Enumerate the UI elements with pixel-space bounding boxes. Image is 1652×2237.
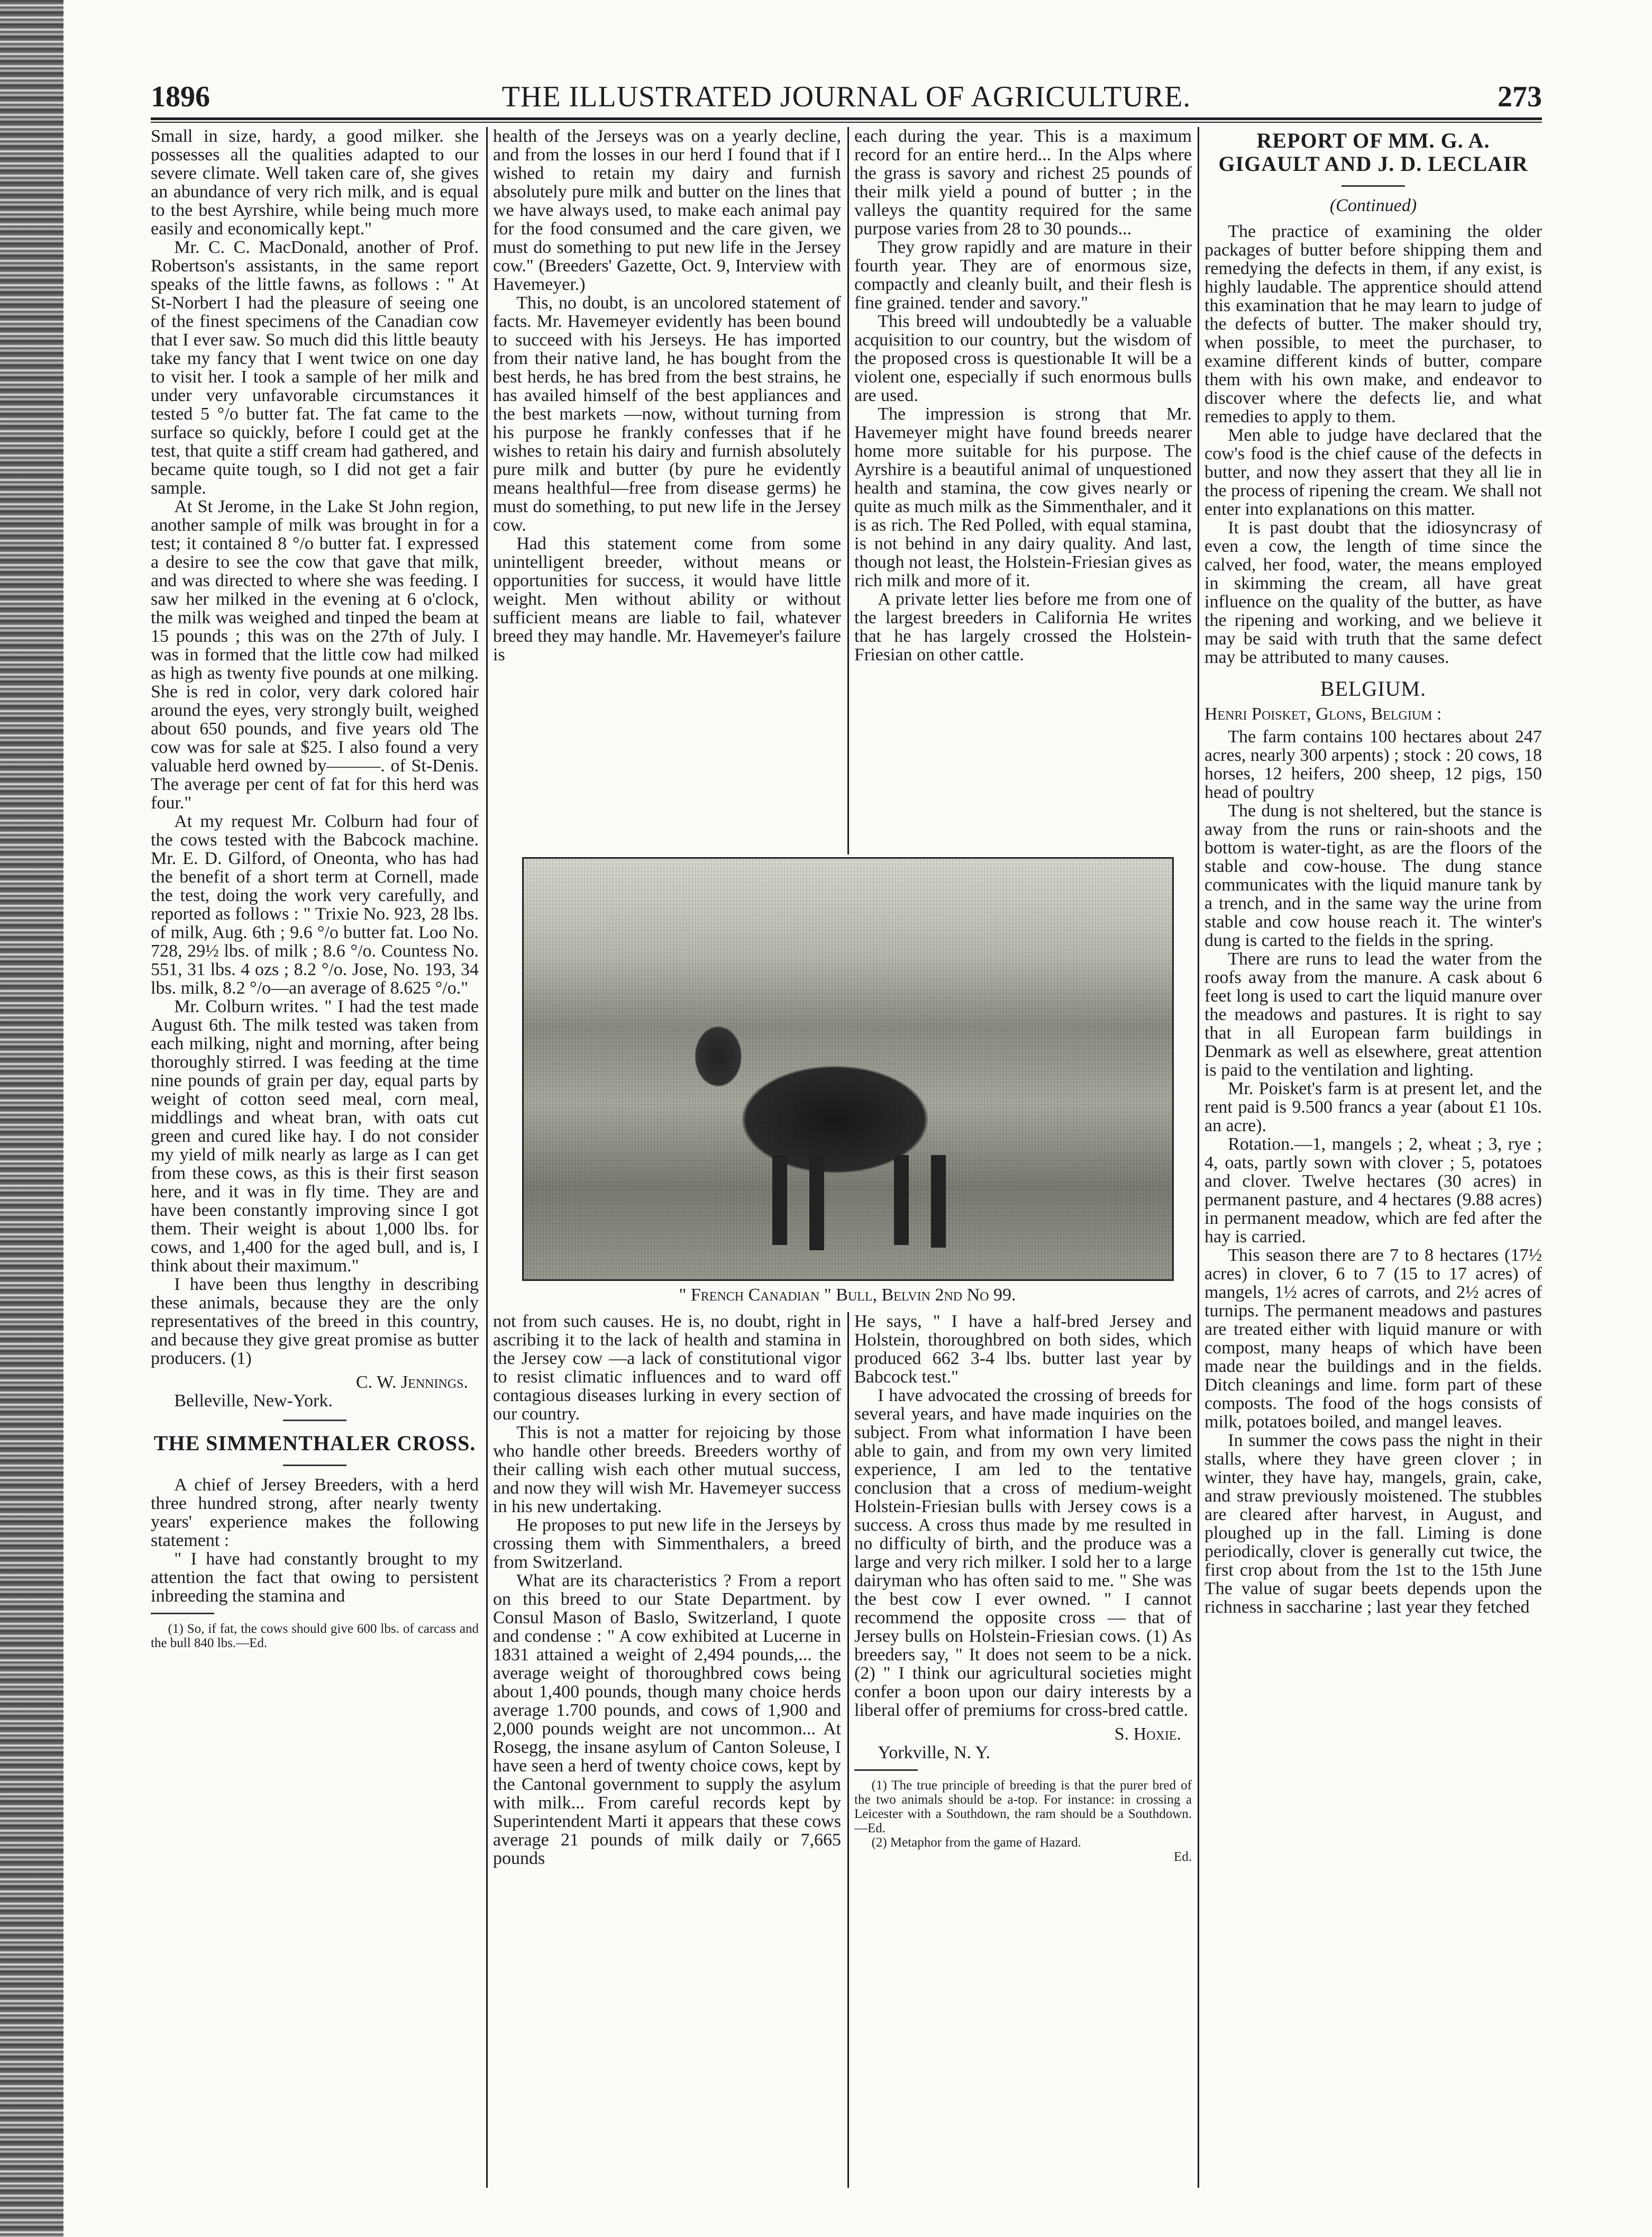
column-3-bottom (854, 1312, 1192, 2190)
column-rule (847, 1312, 849, 2188)
footnote-rule (151, 1613, 214, 1614)
paragraph: health of the Jerseys was on a yearly decline, and from the losses in our herd I found that if I wished to retain my dairy and furnish absolutely pure milk and butter on the lines that we have always used, to make each animal pay for the food consumed and the care given, we must do something to put new life in the Jersey cow." (Breeders' Gazette, Oct. 9, Interview with Havemeyer.) (493, 127, 841, 294)
paragraph: What are its characteristics ? From a report on this breed to our State Department. by Consul Mason of Baslo, Switzerland, I quote and condense : " A cow exhibited at Lucerne in 1831 attained a weight of 2,494 pounds,... the average weight of thoroughbred cows being about 1,400 pounds, though many choice herds average 1.700 pounds, and cows of 1,900 and 2,000 pounds weight are not uncommon... At Rosegg, the insane asylum of Canton Soleuse, I have seen a herd of twenty choice cows, kept by the Cantonal government to supply the asylum with milk... From careful records kept by Superintendent Marti it appears that these cows average 21 pounds of milk daily or 7,665 pounds (493, 1571, 841, 1868)
bull-engraving (522, 857, 1174, 1281)
caption-text: Bull, Belvin 2nd No 99. (836, 1285, 1016, 1305)
bull-leg (772, 1155, 787, 1245)
paragraph: He says, " I have a half-bred Jersey and Holstein, thoroughbred on both sides, which produced 662 3-4 lbs. butter last year by Babcock test." (854, 1312, 1192, 1387)
column-rule (1198, 127, 1199, 2188)
paragraph: " I have had constantly brought to my attention the fact that owing to persistent inbreeding the stamina and (151, 1549, 479, 1606)
paragraph: Men able to judge have declared that the cow's food is the chief cause of the defects in butter, and now they assert that they all lie in the process of ripening the cream. We shall not enter into explanations on this matter. (1204, 425, 1542, 519)
continued-label: (Continued) (1329, 196, 1417, 215)
paragraph: Mr. C. C. MacDonald, another of Prof. Robertson's assistants, in the same report speaks of the little fawns, as follows : " At St-Norbert I had the pleasure of seeing one of the finest specimens of the Canadian cow that I ever saw. So much did this little beauty take my fancy that I went twice on one day to visit her. I took a sample of her milk and under very unfavorable circumstances it tested 5 °/o butter fat. The fat came to the surface so quickly, before I could get at the test, that quite a stiff cream had gathered, and became quite tough, so I did not get a fair sample. (151, 238, 479, 498)
caption-title: " French Canadian " (679, 1285, 832, 1305)
farm-owner: Henri Poisket, Glons, Belgium : (1204, 704, 1442, 724)
paragraph: In summer the cows pass the night in their stalls, where they have green clover ; in winter, they have hay, mangels, grain, cake, and straw previously moistened. The stubbles are cleared after harvest, in August, and ploughed up in the fall. Liming is done periodically, clover is generally cut twice, the first crop about from the 1st to the 15th June The value of sugar beets depends upon the richness in saccharine ; last year they fetched (1204, 1431, 1542, 1617)
paragraph: The impression is strong that Mr. Havemeyer might have found breeds nearer home more suitable for his purpose. The Ayrshire is a beautiful animal of unquestioned health and stamina, the cow gives nearly or quite as much milk as the Simmenthaler, and it is as rich. The Red Polled, with equal stamina, is not behind in any dairy quality. And last, though not least, the Holstein-Friesian gives as rich milk and more of it. (854, 404, 1192, 590)
paragraph: This is not a matter for rejoicing by those who handle other breeds. Breeders worthy of their calling wish each other mutual success, and now they will wish Mr. Havemeyer success in his new undertaking. (493, 1423, 841, 1516)
section-divider (1341, 185, 1405, 187)
footnote: (2) Metaphor from the game of Hazard. (871, 1835, 1081, 1850)
paragraph: I have been thus lengthy in describing these animals, because they are the only representatives of the breed in this country, and because they give great promise as butter producers. (1) (151, 1275, 479, 1368)
journal-title: THE ILLUSTRATED JOURNAL OF AGRICULTURE. (501, 80, 1191, 113)
column-3-top (854, 127, 1192, 852)
footnote-editor: Ed. (1173, 1850, 1192, 1864)
binding-edge (0, 0, 63, 2237)
section-heading: THE SIMMENTHALER CROSS. (153, 1431, 476, 1455)
paragraph: Mr. Colburn writes. " I had the test made August 6th. The milk tested was taken from each milking, night and morning, after being thoroughly stirred. I was feeding at the time nine pounds of grain per day, equal parts by weight of cotton seed meal, corn meal, middlings and wheat bran, with oats cut green and cured like hay. I do not consider my yield of milk nearly as large as I can get from these cows, as this is their first season here, and it was in fly time. They are and have been constantly improving since I got them. Their weight is about 1,000 lbs. for cows, and 1,400 for the aged bull, and is, I think about their maximum." (151, 997, 479, 1276)
column-rule (486, 127, 488, 2188)
paragraph: I have advocated the crossing of breeds for several years, and have made inquiries on the subject. From what information I have been able to gain, and from my own very limited experience, I am led to the tentative conclusion that a cross of medium-weight Holstein-Friesian bulls with Jersey cows is a success. A cross thus made by me resulted in no difficulty of birth, and the produce was a large and very rich milker. I sold her to a large dairyman who has often said to me. " She was the best cow I ever owned. " I cannot recommend the opposite cross — that of Jersey bulls on Holstein-Friesian cows. (1) As breeders say, " It does not seem to be a nick. (2) " I think our agricultural societies might confer a boon upon our dairy interests by a liberal offer of premiums for cross-bred cattle. (854, 1386, 1192, 1720)
paragraph: At my request Mr. Colburn had four of the cows tested with the Babcock machine. Mr. E. D. Gilford, of Oneonta, who has had the benefit of a short term at Cornell, made the test, doing the work very carefully, and reported as follows : " Trixie No. 923, 28 lbs. of milk, Aug. 6th ; 9.6 °/o butter fat. Loo No. 728, 29½ lbs. of milk ; 8.6 °/o. Countess No. 551, 31 lbs. 4 ozs ; 8.2 °/o. Jose, No. 193, 34 lbs. milk, 8.2 °/o—an average of 8.625 °/o." (151, 812, 479, 998)
column-2-bottom (493, 1312, 841, 2190)
paragraph: The dung is not sheltered, but the stance is away from the runs or rain-shoots and the bottom is water-tight, as are the floors of the stable and cow-house. The dung stance communicates with the liquid manure tank by a trench, and in the same way the urine from stable and cow house reach it. The winter's dung is carted to the fields in the spring. (1204, 801, 1542, 950)
figure-caption (522, 1285, 1173, 1306)
paragraph: He proposes to put new life in the Jerseys by crossing them with Simmenthalers, a breed from Switzerland. (493, 1515, 841, 1572)
page-header (151, 78, 1542, 115)
column-4 (1204, 127, 1542, 2190)
bull-leg (931, 1155, 946, 1248)
column-2-top (493, 127, 841, 852)
column-rule (847, 127, 849, 854)
author-signature: S. Hoxie. (1114, 1724, 1181, 1744)
paragraph: This breed will undoubtedly be a valuable acquisition to our country, but the wisdom of the proposed cross is questionable It will be a violent one, especially if such enormous bulls are used. (854, 312, 1192, 405)
paragraph: A private letter lies before me from one of the largest breeders in California He writes that he has largely crossed the Holstein-Friesian on other cattle. (854, 589, 1192, 665)
paragraph: Had this statement come from some unintelligent breeder, without means or opportunities for success, it would have little weight. Men without ability or without sufficient means are liable to fail, whatever breed they may handle. Mr. Havemeyer's failure is (493, 534, 841, 665)
bull-leg (809, 1155, 824, 1250)
column-1 (151, 127, 479, 2190)
paragraph: A chief of Jersey Breeders, with a herd three hundred strong, after nearly twenty years' experience makes the following statement : (151, 1475, 479, 1550)
paragraph: each during the year. This is a maximum record for an entire herd... In the Alps where the grass is savory and richest 25 pounds of their milk yield a pound of butter ; in the valleys the quantity required for the same purpose varies from 28 to 30 pounds... (854, 127, 1192, 239)
paragraph: The practice of examining the older packages of butter before shipping them and remedying the defects in them, if any exist, is highly laudable. The apprentice should attend this examination that he may learn to judge of the defects of butter. The maker should try, when possible, to meet the purchaser, to examine different kinds of butter, compare them with his own make, and endeavor to discover where the defects lie, and what remedies to apply to them. (1204, 222, 1542, 426)
paragraph: The farm contains 100 hectares about 247 acres, nearly 300 arpents) ; stock : 20 cows, 18 horses, 12 heifers, 200 sheep, 12 pigs, 150 head of poultry (1204, 727, 1542, 802)
report-heading: REPORT OF MM. G. A. GIGAULT AND J. D. LECLAIR (1218, 129, 1528, 176)
paragraph: This season there are 7 to 8 hectares (17½ acres) in clover, 6 to 7 (15 to 17 acres) of mangels, 1½ acres of carrots, and 2½ acres of turnips. The permanent meadows and pastures are treated either with liquid manure or with compost, many heaps of which have been made near the buildings and in the fields. Ditch cleanings and lime. form part of these composts. The food of the hogs consists of milk, potatoes boiled, and mangel leaves. (1204, 1245, 1542, 1432)
footnote: (1) The true principle of breeding is that the purer bred of the two animals should be a-top. For instance: in crossing a Leicester with a Southdown, the ram should be a Southdown.—Ed. (854, 1778, 1192, 1835)
paragraph: It is past doubt that the idiosyncrasy of even a cow, the length of time since the calved, her food, water, the means employed in skimming the cream, all have great influence on the quality of the butter, as have the ripening and working, and we believe it may be said with truth that the same defect may be attributed to many causes. (1204, 518, 1542, 667)
paragraph: At St Jerome, in the Lake St John region, another sample of milk was brought in for a test; it contained 8 °/o butter fat. I expressed a desire to see the cow that gave that milk, and was directed to where she was feeding. I saw her milked in the evening at 6 o'clock, the milk was weighed and tinped the beam at 15 pounds ; this was on the 27th of July. I was in formed that the little cow had milked as high as twenty five pounds at one milking. She is red in color, very dark colored hair around the eyes, very strongly built, weighed about 650 pounds, and five years old The cow was for sale at $25. I also found a very valuable herd owned by———. of St-Denis. The average per cent of fat for this herd was four." (151, 497, 479, 813)
page-number: 273 (1498, 80, 1542, 113)
paragraph: This, no doubt, is an uncolored statement of facts. Mr. Havemeyer evidently has been bound to succeed with his Jerseys. He has imported from their native land, he has bought from the best herds, he has bred from the best strains, he has availed himself of the best appliances and the best markets —now, without turning from his purpose he frankly confesses that if he wishes to retain his dairy and furnish absolutely pure milk and butter (by pure he evidently means healthful—free from disease germs) he must do something, to put new life in the Jersey cow. (493, 293, 841, 535)
section-divider (283, 1420, 346, 1421)
author-place: Yorkville, N. Y. (878, 1743, 991, 1762)
paragraph: Small in size, hardy, a good milker. she possesses all the qualities adapted to our severe climate. Well taken care of, she gives an abundance of very rich milk, and is equal to the best Ayrshire, while being much more easily and economically kept." (151, 127, 479, 239)
paragraph: They grow rapidly and are mature in their fourth year. They are of enormous size, compactly and cleanly built, and their flesh is fine grained. tender and savory." (854, 238, 1192, 313)
header-rule-thin (151, 122, 1542, 123)
footnote: (1) So, if fat, the cows should give 600 lbs. of carcass and the bull 840 lbs.—Ed. (151, 1622, 479, 1650)
author-place: Belleville, New-York. (174, 1391, 333, 1411)
section-divider (283, 1465, 346, 1466)
header-year: 1896 (151, 80, 210, 113)
paragraph: Rotation.—1, mangels ; 2, wheat ; 3, rye ; 4, oats, partly sown with clover ; 5, potatoes and clover. Twelve hectares (30 acres) in permanent pasture, and 4 hectares (9.88 acres) in permanent meadow, which are fed after the hay is carried. (1204, 1134, 1542, 1247)
section-heading: BELGIUM. (1320, 677, 1427, 701)
paragraph: There are runs to lead the water from the roofs away from the manure. A cask about 6 feet long is used to cart the liquid manure over the meadows and pastures. It is right to say that in all European farm buildings in Denmark as well as elsewhere, great attention is paid to the ventilation and lighting. (1204, 949, 1542, 1080)
paragraph: not from such causes. He is, no doubt, right in ascribing it to the lack of health and stamina in the Jersey cow —a lack of constitutional vigor to resist climatic influences and to ward off contagious diseases lurking in every section of our country. (493, 1312, 841, 1424)
footnote-rule (854, 1769, 918, 1771)
paragraph: Mr. Poisket's farm is at present let, and the rent paid is 9.500 francs a year (about £1 10s. an acre). (1204, 1079, 1542, 1135)
author-signature: C. W. Jennings. (355, 1372, 468, 1392)
bull-leg (894, 1155, 909, 1245)
header-rule (151, 117, 1542, 120)
